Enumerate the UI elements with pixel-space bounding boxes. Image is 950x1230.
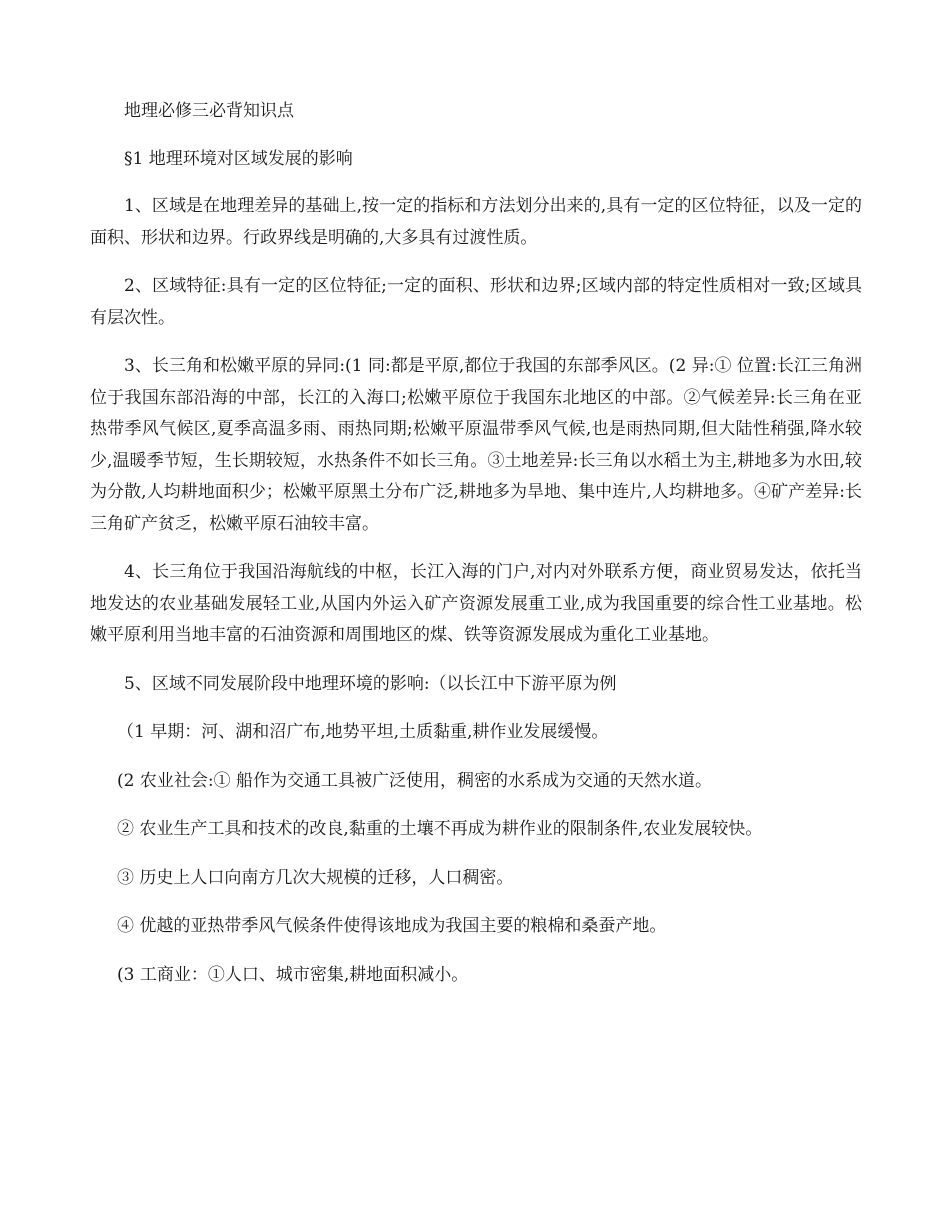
- sub-item-population-migration: ③ 历史上人口向南方几次大规模的迁移，人口稠密。: [117, 867, 514, 888]
- document-title: 地理必修三必背知识点: [124, 101, 294, 121]
- paragraph-2: 2、区域特征:具有一定的区位特征;一定的面积、形状和边界;区域内部的特定性质相对一致;区域具有层次性。: [90, 276, 862, 328]
- paragraph-3: 3、长三角和松嫩平原的异同:(1 同:都是平原,都位于我国的东部季风区。(2 异:① 位置:长江三角洲位于我国东部沿海的中部，长江的入海口;松嫩平原位于我国东北地区的中部。②气候差异:长三角在亚热带季风气候区,夏季高温多雨、雨热同期;松嫩平原温带季风气候,也是雨热同期,但大陆性稍强,降水较少,温暖季节短，生长期较短，水热条件不如长三角。③土地差异:长三角以水稻土为主,耕地多为水田,较为分散,人均耕地面积少；松嫩平原黑土分布广泛,耕地多为旱地、集中连片,人均耕地多。④矿产差异:长三角矿产贫乏，松嫩平原石油较丰富。: [90, 356, 862, 534]
- paragraph-4: 4、长三角位于我国沿海航线的中枢，长江入海的门户,对内对外联系方便，商业贸易发达，依托当地发达的农业基础发展轻工业,从国内外运入矿产资源发展重工业,成为我国重要的综合性工业基地。松嫩平原利用当地丰富的石油资源和周围地区的煤、铁等资源发展成为重化工业基地。: [90, 562, 862, 645]
- sub-item-early-period: （1 早期：河、湖和沼广布,地势平坦,土质黏重,耕作业发展缓慢。: [117, 722, 609, 742]
- paragraph-5: 5、区域不同发展阶段中地理环境的影响:（以长江中下游平原为例: [124, 673, 617, 694]
- sub-item-agricultural-society: (2 农业社会:① 船作为交通工具被广泛使用，稠密的水系成为交通的天然水道。: [117, 770, 712, 791]
- section-heading: §1 地理环境对区域发展的影响: [124, 148, 353, 169]
- document-body: [90, 96, 862, 1008]
- sub-item-industry-commerce: (3 工商业：①人口、城市密集,耕地面积减小。: [117, 964, 469, 985]
- paragraph-1: 1、区域是在地理差异的基础上,按一定的指标和方法划分出来的,具有一定的区位特征，以及一定的面积、形状和边界。行政界线是明确的,大多具有过渡性质。: [90, 196, 862, 248]
- sub-item-climate-conditions: ④ 优越的亚热带季风气候条件使得该地成为我国主要的粮棉和桑蚕产地。: [117, 916, 667, 936]
- sub-item-tools-technology: ② 农业生产工具和技术的改良,黏重的土壤不再成为耕作业的限制条件,农业发展较快。: [117, 819, 763, 839]
